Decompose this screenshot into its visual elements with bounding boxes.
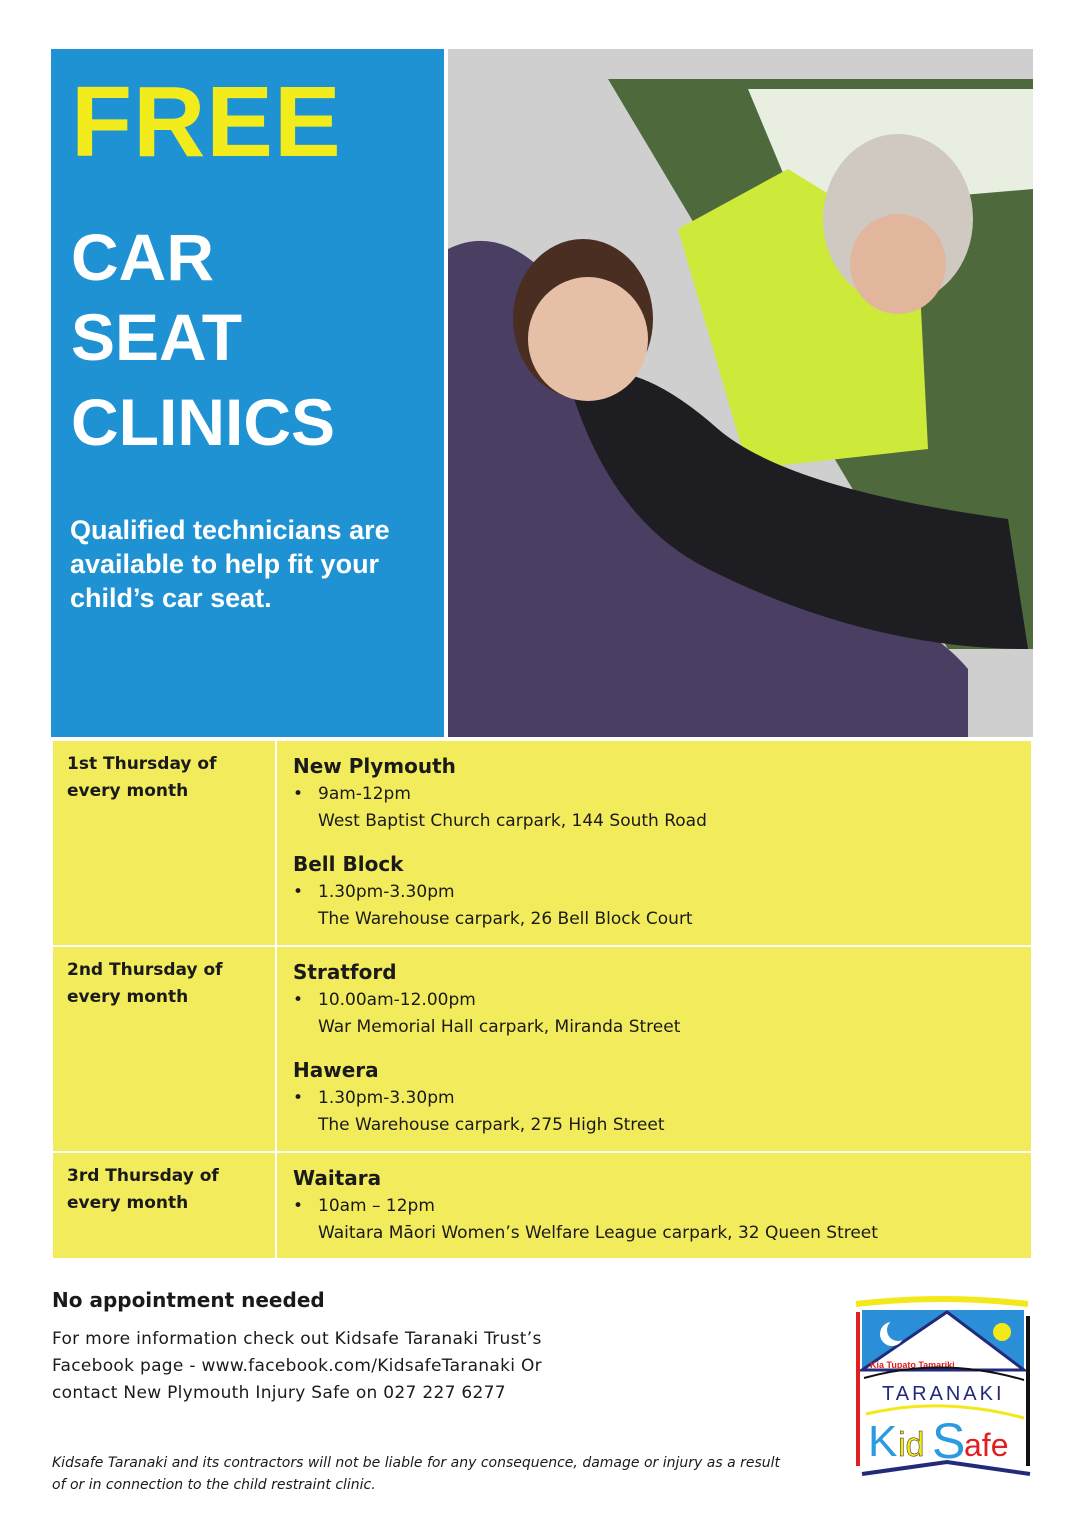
- contact-info: For more information check out Kidsafe Taranaki Trust’s Facebook page - www.facebook.com/KidsafeTaranaki Or contact New Plymouth Injury Safe on 027 227 6277: [52, 1329, 542, 1403]
- hero-subtitle: Qualified technicians are available to help fit your child’s car seat.: [70, 515, 390, 613]
- schedule-row: [53, 947, 1031, 1151]
- disclaimer: Kidsafe Taranaki and its contractors will not be liable for any consequence, damage or injury as a result of or in connection to the child restraint clinic.: [52, 1455, 781, 1493]
- svg-text:TARANAKI: TARANAKI: [882, 1383, 1005, 1405]
- clinic-time: • 1.30pm-3.30pm: [293, 879, 1015, 906]
- title-line-seat: SEAT: [71, 300, 243, 374]
- svg-text:afe: afe: [964, 1427, 1009, 1463]
- schedule-when: 2nd Thursday of every month: [53, 947, 277, 1151]
- clinic-time: • 9am-12pm: [293, 781, 1015, 808]
- hero-panel: [51, 49, 444, 737]
- kidsafe-taranaki-logo: [852, 1296, 1034, 1481]
- logo-tagline: Kia Tupato Tamariki: [870, 1360, 955, 1370]
- clinic-location: [293, 1055, 1015, 1139]
- svg-text:K: K: [868, 1417, 898, 1466]
- free-heading: FREE: [71, 66, 342, 178]
- clinic-time: • 1.30pm-3.30pm: [293, 1085, 1015, 1112]
- clinic-address: The Warehouse carpark, 26 Bell Block Court: [318, 909, 693, 929]
- svg-text:S: S: [932, 1413, 966, 1469]
- child-in-car-seat-photo: [448, 49, 1033, 737]
- location-name: Bell Block: [293, 852, 404, 876]
- svg-text:id: id: [898, 1426, 925, 1464]
- clinic-address: The Warehouse carpark, 275 High Street: [318, 1115, 665, 1135]
- schedule-row: [53, 741, 1031, 945]
- location-name: Stratford: [293, 960, 397, 984]
- clinic-location: [293, 1163, 1015, 1247]
- schedule-when: 1st Thursday of every month: [53, 741, 277, 945]
- clinic-location: [293, 849, 1015, 933]
- title-line-clinics: CLINICS: [71, 385, 335, 459]
- title-line-car: CAR: [71, 220, 214, 294]
- schedule-when: 3rd Thursday of every month: [53, 1153, 277, 1258]
- clinic-address: War Memorial Hall carpark, Miranda Street: [318, 1017, 681, 1037]
- footer-info: [52, 1288, 812, 1407]
- schedule-row: [53, 1153, 1031, 1258]
- clinic-address: West Baptist Church carpark, 144 South Road: [318, 811, 707, 831]
- location-name: Hawera: [293, 1058, 379, 1082]
- location-name: New Plymouth: [293, 754, 456, 778]
- clinic-location: [293, 751, 1015, 835]
- schedule-table: [53, 741, 1031, 1260]
- no-appointment-heading: No appointment needed: [52, 1288, 325, 1312]
- clinic-time: • 10am – 12pm: [293, 1193, 1015, 1220]
- clinic-address: Waitara Māori Women’s Welfare League carpark, 32 Queen Street: [318, 1223, 878, 1243]
- location-name: Waitara: [293, 1166, 382, 1190]
- clinic-time: • 10.00am-12.00pm: [293, 987, 1015, 1014]
- clinic-location: [293, 957, 1015, 1041]
